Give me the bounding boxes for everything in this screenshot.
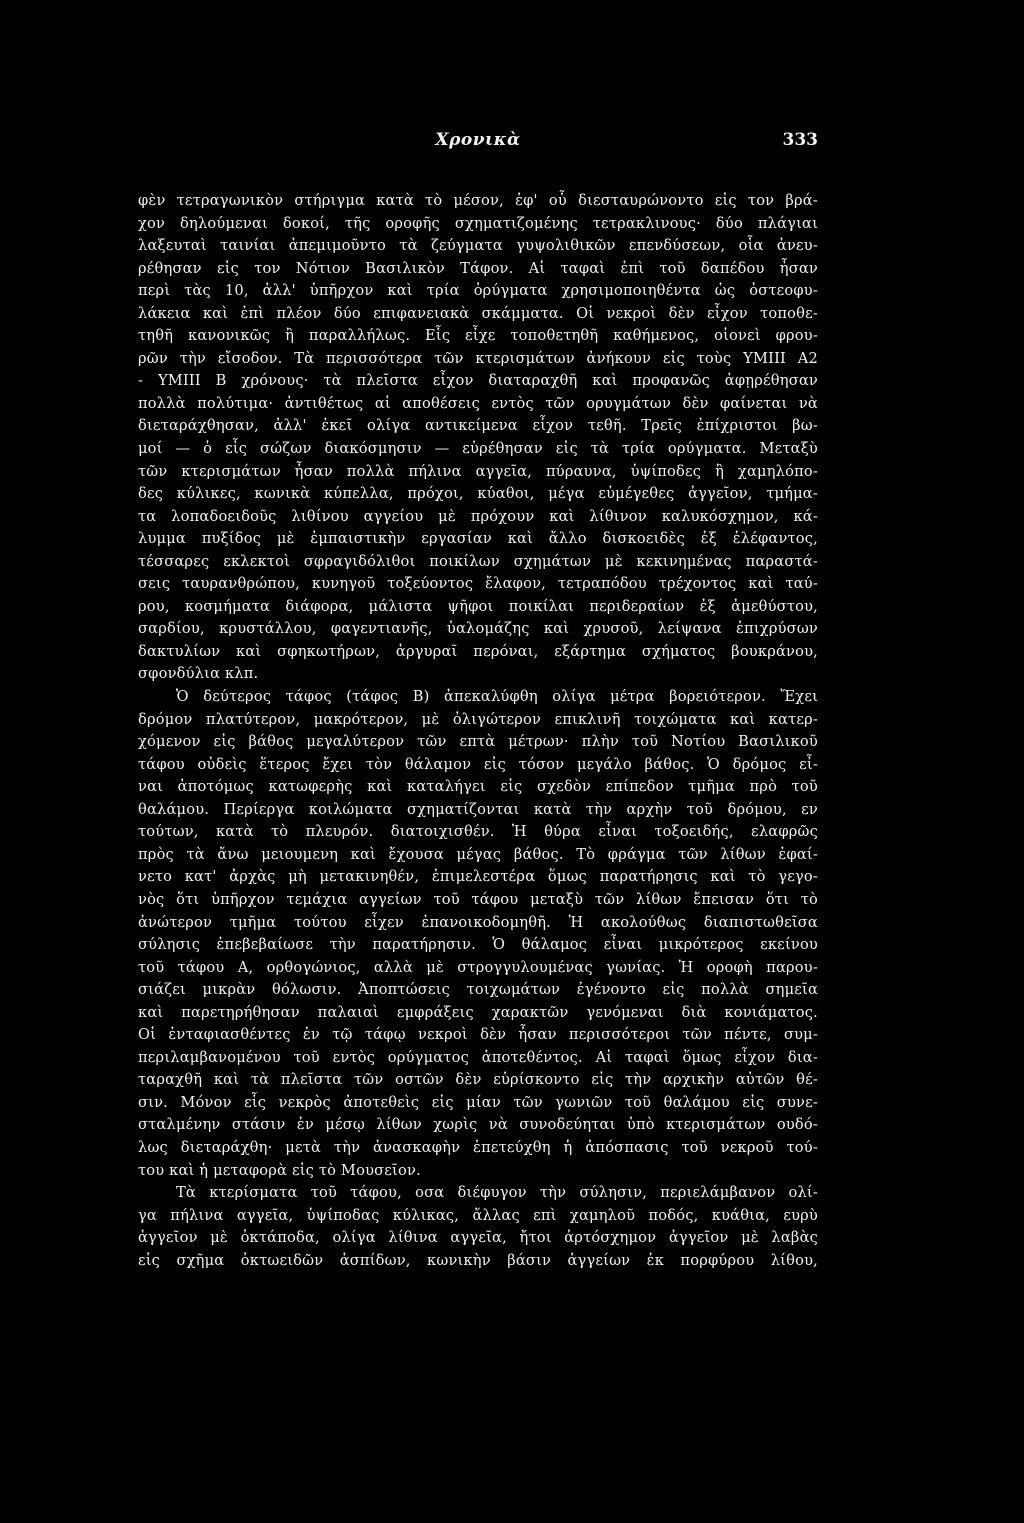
text-line: του καὶ ἡ μεταφορὰ εἰς τὸ Μουσεῖον. bbox=[138, 1161, 421, 1179]
text-line: ρου, κοσμήματα διάφορα, μάλιστα ψῆφοι ποικίλαι περιδεραίων ἐξ ἀμεθύστου, bbox=[138, 597, 818, 615]
text-line: λάκεια καὶ ἐπὶ πλέον δύο επιφανειακὰ σκάμματα. Οἱ νεκροὶ δὲν εἶχον τοποθε- bbox=[138, 304, 818, 322]
text-line: τῶν κτερισμάτων ἦσαν πολλὰ πήλινα αγγεῖα, πύραυνα, ὑψίποδες ἢ χαμηλόπο- bbox=[138, 462, 818, 480]
text-line: σεις ταυρανθρώπου, κυνηγοῦ τοξεύοντος ἔλαφον, τετραπόδου τρέχοντος καὶ ταύ- bbox=[138, 575, 818, 593]
text-line: ἀνώτερον τμῆμα τούτου εἶχεν ἐπανοικοδομηθῆ. Ἡ ακολούθως διαπιστωθεῖσα bbox=[138, 913, 818, 931]
text-line: ρέθησαν εἰς τον Νότιον Βασιλικὸν Τάφον. Αἱ ταφαὶ ἐπὶ τοῦ δαπέδου ἦσαν bbox=[138, 259, 818, 277]
text-line: Οἱ ἐνταφιασθέντες ἐν τῷ τάφῳ νεκροὶ δὲν ἦσαν περισσότεροι τῶν πέντε, συμ- bbox=[138, 1026, 818, 1044]
text-line: λαξευταὶ ταινίαι ἀπεμιμοῦντο τὰ ζεύγματα γυψολιθικῶν επενδύσεων, οἷα ἀνευ- bbox=[138, 237, 818, 255]
text-line: λως διεταράχθη· μετὰ τὴν ἀνασκαφὴν ἐπετεύχθη ἡ ἀπόσπασις τοῦ νεκροῦ τού- bbox=[138, 1138, 818, 1156]
text-line: φὲν τετραγωνικὸν στήριγμα κατὰ τὸ μέσον, ἐφ' οὗ διεσταυρώνοντο εἰς τον βρά- bbox=[138, 192, 818, 209]
text-line: διεταράχθησαν, ἀλλ' ἐκεῖ ολίγα αντικείμενα εἶχον τεθῆ. Τρεῖς ἐπίχριστοι βω- bbox=[138, 417, 818, 435]
text-line: σιάζει μικρὰν θόλωσιν. Ἀποπτώσεις τοιχωμάτων ἐγένοντο εἰς πολλὰ σημεῖα bbox=[138, 981, 818, 999]
text-line: σαρδίου, κρυστάλλου, φαγεντιανῆς, ὑαλομάζης καὶ χρυσοῦ, λείψανα ἐπιχρύσων bbox=[138, 620, 818, 638]
text-line: ταραχθῆ καὶ τὰ πλεῖστα τῶν οστῶν δὲν εὑρίσκοντο εἰς τὴν αρχικὴν αὐτῶν θέ- bbox=[138, 1071, 818, 1089]
text-line: ναι ἀποτόμως κατωφερὴς καὶ καταλήγει εἰς σχεδὸν επίπεδον τμῆμα πρὸ τοῦ bbox=[138, 778, 818, 796]
text-line: τάφου οὐδεὶς ἕτερος ἔχει τὸν θάλαμον εἰς τόσον μεγάλο βάθος. Ὁ δρόμος εἶ- bbox=[138, 755, 818, 773]
text-body bbox=[138, 190, 818, 1272]
text-line: καὶ παρετηρήθησαν παλαιαὶ εμφράξεις χαρακτῶν γενόμεναι διὰ κονιάματος. bbox=[138, 1003, 818, 1021]
text-line: σταλμένην στάσιν ἐν μέσῳ λίθων χωρὶς νὰ συνοδεύηται ὑπὸ κτερισμάτων ουδό- bbox=[138, 1116, 818, 1134]
text-line: νὸς ὅτι ὑπῆρχον τεμάχια αγγείων τοῦ τάφου μεταξὺ τῶν λίθων ἔπεισαν ὅτι τὸ bbox=[138, 890, 818, 908]
text-line: νετο κατ' ἀρχὰς μὴ μετακινηθέν, ἐπιμελεστέρα ὅμως παρατήρησις καὶ τὸ γεγο- bbox=[138, 868, 818, 886]
text-line: λυμμα πυξίδος μὲ ἐμπαιστικὴν εργασίαν καὶ ἄλλο δισκοειδὲς ἐξ ἐλέφαντος, bbox=[138, 530, 818, 548]
text-line: σφονδύλια κλπ. bbox=[138, 665, 259, 683]
text-line: τούτων, κατὰ τὸ πλευρόν. διατοιχισθέν. Ἡ θύρα εἶναι τοξοειδής, ελαφρῶς bbox=[138, 823, 818, 841]
text-line: τηθῆ κανονικῶς ἢ παραλλήλως. Εἷς εἶχε τοποθετηθῆ καθήμενος, οἱονεὶ φρου- bbox=[138, 327, 818, 345]
text-line: δες κύλικες, κωνικὰ κύπελλα, πρόχοι, κύαθοι, μέγα εὐμέγεθες ἀγγεῖον, τμήμα- bbox=[138, 485, 818, 503]
text-line: Τὰ κτερίσματα τοῦ τάφου, οσα διέφυγον τὴν σύλησιν, περιελάμβανον ολί- bbox=[176, 1184, 818, 1202]
text-line: πολλὰ πολύτιμα· ἀντιθέτως αἱ αποθέσεις εντὸς τῶν ορυγμάτων δὲν φαίνεται νὰ bbox=[138, 394, 818, 412]
page-header bbox=[138, 130, 818, 160]
text-line: δακτυλίων καὶ σφηκωτήρων, ἀργυραῖ περόναι, εξάρτημα σχήματος βουκράνου, bbox=[138, 642, 818, 660]
text-line: γα πήλινα αγγεῖα, ὑψίποδας κύλικας, ἄλλας επὶ χαμηλοῦ ποδός, κυάθια, ευρὺ bbox=[138, 1206, 818, 1224]
text-line: μοί — ὁ εἷς σώζων διακόσμησιν — εὑρέθησαν εἰς τὰ τρία ορύγματα. Μεταξὺ bbox=[138, 440, 818, 458]
running-title: Χρονικὰ bbox=[435, 130, 521, 150]
text-line: χον δηλούμεναι δοκοί, τῆς οροφῆς σχηματιζομένης τετρακλινους· δύο πλάγιαι bbox=[138, 214, 818, 232]
text-line: - ΥΜΙΙΙ Β χρόνους· τὰ πλεῖστα εἶχον διαταραχθῆ καὶ προφανῶς ἀφῃρέθησαν bbox=[138, 372, 818, 390]
text-line: τοῦ τάφου Α, ορθογώνιος, αλλὰ μὲ στρογγυλουμένας γωνίας. Ἡ οροφὴ παρου- bbox=[138, 958, 818, 976]
text-line: τέσσαρες εκλεκτοὶ σφραγιδόλιθοι ποικίλων σχημάτων μὲ κεκινημένας παραστά- bbox=[138, 552, 818, 570]
text-line: περὶ τὰς 10, ἀλλ' ὑπῆρχον καὶ τρία ὀρύγματα χρησιμοποιηθέντα ὡς ὀστεοφυ- bbox=[138, 282, 818, 300]
text-line: τα λοπαδοειδοῦς λιθίνου αγγείου μὲ πρόχουν καὶ λίθινον καλυκόσχημον, κά- bbox=[138, 507, 818, 525]
text-line: σύλησις ἐπεβεβαίωσε τὴν παρατήρησιν. Ὁ θάλαμος εἶναι μικρότερος εκείνου bbox=[138, 936, 818, 954]
page-number: 333 bbox=[782, 130, 818, 150]
text-line: ἀγγεῖον μὲ ὀκτάποδα, ολίγα λίθινα αγγεῖα, ἤτοι ἀρτόσχημον ἀγγεῖον μὲ λαβὰς bbox=[138, 1229, 818, 1247]
text-line: εἰς σχῆμα ὀκτωειδῶν ἀσπίδων, κωνικὴν βάσιν ἀγγείων ἐκ πορφύρου λίθου, bbox=[138, 1251, 818, 1269]
text-line: πρὸς τὰ ἄνω μειουμενη καὶ ἔχουσα μέγας βάθος. Τὸ φράγμα τῶν λίθων ἐφαί- bbox=[138, 845, 818, 863]
text-line: θαλάμου. Περίεργα κοιλώματα σχηματίζονται κατὰ τὴν αρχὴν τοῦ δρόμου, εν bbox=[138, 800, 818, 818]
text-line: Ὁ δεύτερος τάφος (τάφος Β) ἀπεκαλύφθη ολίγα μέτρα βορειότερον. Ἔχει bbox=[176, 688, 818, 706]
text-line: περιλαμβανομένου τοῦ εντὸς ορύγματος ἀποτεθέντος. Αἱ ταφαὶ ὅμως εἶχον δια- bbox=[138, 1048, 818, 1066]
text-line: σιν. Μόνον εἷς νεκρὸς ἀποτεθεὶς εἰς μίαν τῶν γωνιῶν τοῦ θαλάμου εἰς συνε- bbox=[138, 1093, 818, 1111]
text-line: ρῶν τὴν εἴσοδον. Τὰ περισσότερα τῶν κτερισμάτων ἀνήκουν εἰς τοὺς ΥΜΙΙΙ Α2 bbox=[138, 349, 818, 367]
text-line: δρόμον πλατύτερον, μακρότερον, μὲ ὀλιγώτερον επικλινῆ τοιχώματα καὶ κατερ- bbox=[138, 710, 818, 728]
text-line: χόμενον εἰς βάθος μεγαλύτερον τῶν επτὰ μέτρων· πλὴν τοῦ Νοτίου Βασιλικοῦ bbox=[138, 733, 818, 751]
